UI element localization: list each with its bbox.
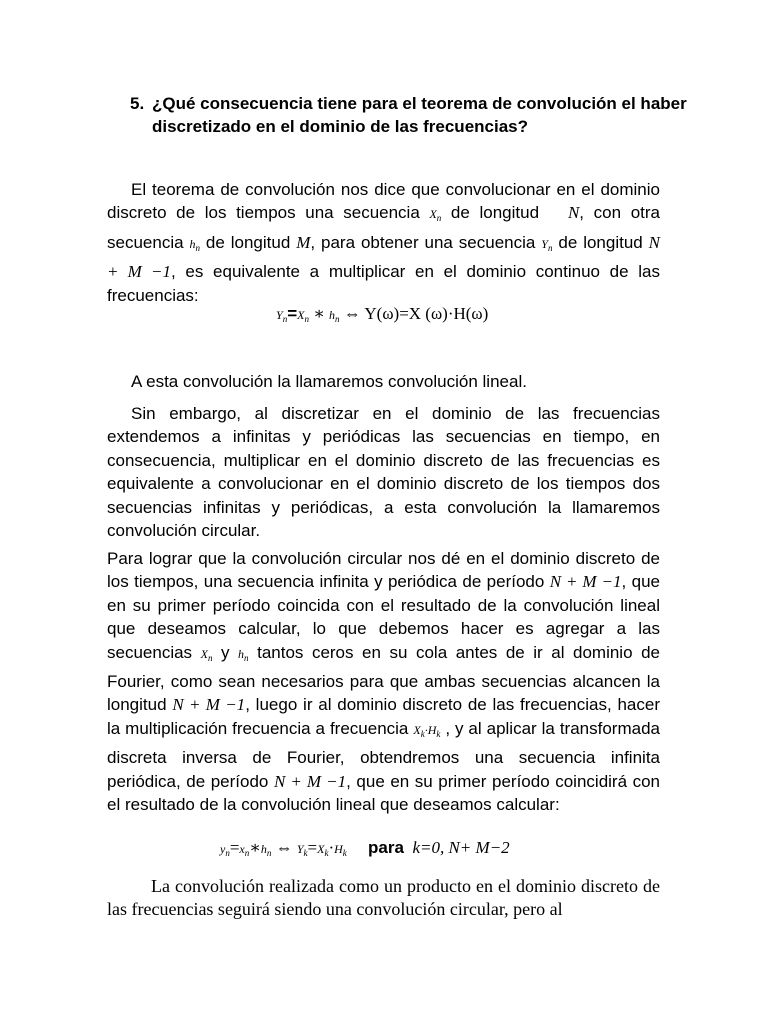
paragraph-1 (107, 178, 660, 307)
period-length: N + M −1 (549, 572, 622, 592)
p1-text-3: , con otra secuencia (107, 203, 660, 252)
question-text: ¿Qué consecuencia tiene para el teorema de convolución el haber discretizado en el dominio de las frecuencias? (152, 94, 687, 136)
symbol-xk-hk: $X_k\cdot H_k$ (413, 722, 441, 739)
question-heading (130, 92, 690, 138)
symbol-M: M (296, 232, 311, 252)
symbol-N: N (567, 203, 580, 223)
symbol-n-m-1: N + M −1 (107, 232, 661, 282)
equation-circular-convolution: $y_n=x_n∗h_n$ ⇔ $Y_k=X_k\cdot H_k$ para k=0, N+ M−2 (220, 838, 510, 858)
paragraph-4: Para lograr que la convolución circular nos dé en el dominio discreto de los tiempos, una secuencia infinita y periódica de período N + M −1, que en su primer período coincida con el resultado de la convolución lineal que deseamos calcular, lo que debemos hacer es agregar a las secuencias $X_n$ y $h_n$ tantos ceros en su cola antes de ir al dominio de Fourier, como sean necesarios para que ambas secuencias alcancen la longitud N + M −1, luego ir al dominio discreto de las frecuencias, hacer la multiplicación frecuencia a frecuencia $X_k\cdot H_k$ , y al aplicar la transformada discreta inversa de Fourier, obtendremos una secuencia infinita periódica, de período N + M −1, que en su primer período coincidirá con el resultado de la convolución lineal que deseamos calcular: (107, 549, 660, 815)
p1-text-2: de longitud (450, 203, 540, 223)
paragraph-3: Sin embargo, al discretizar en el dominio de las frecuencias extendemos a infinitas y periódicas las secuencias en tiempo, en consecuencia, multiplicar en el dominio discreto de las frecuencias es equivalente a convolucionar en el dominio discreto de los tiempos dos secuencias infinitas y periódicas, a esta convolución la llamaremos convolución circular. (107, 404, 660, 541)
p1-text-1: El teorema de convolución nos dice que convolucionar en el dominio discreto de los tiempos una secuencia (107, 180, 660, 223)
paragraph-5: La convolución realizada como un producto en el dominio discreto de las frecuencias seguirá siendo una convolución circular, pero al (107, 876, 660, 920)
p1-text-7: , es equivalente a multiplicar en el dominio continuo de las frecuencias: (107, 262, 660, 305)
question-number: 5. (130, 94, 145, 113)
equation-convolution-theorem: $Y_n=X_n$ ∗ $h_n$ ⇔ Y(ω)=X (ω)·H(ω) (276, 304, 489, 324)
paragraph-2: A esta convolución la llamaremos convolución lineal. (131, 372, 527, 391)
symbol-y-n: $Y_n$ (541, 236, 553, 253)
p1-text-4: de longitud (205, 232, 291, 252)
p1-text-6: de longitud (558, 232, 643, 252)
symbol-x-n: $X_n$ (429, 207, 442, 224)
para-word: para (368, 838, 404, 857)
p1-text-5: , para obtener una secuencia (310, 232, 536, 252)
symbol-h-n: $h_n$ (189, 236, 200, 253)
